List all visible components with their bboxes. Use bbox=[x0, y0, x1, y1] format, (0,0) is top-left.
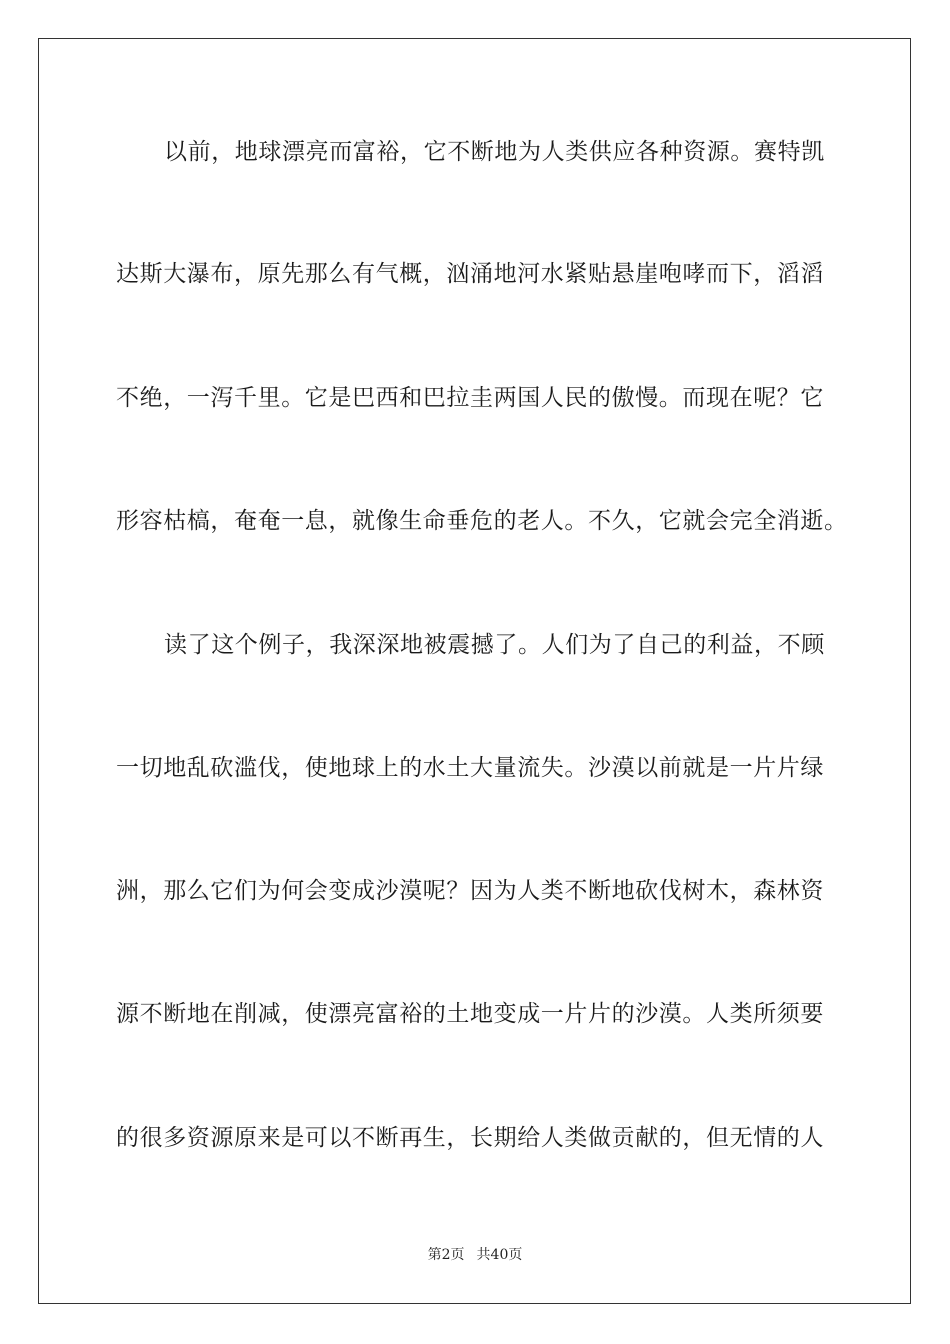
paragraph-2-line-4: 源不断地在削减，使漂亮富裕的土地变成一片片的沙漠。人类所须要 bbox=[116, 1001, 824, 1027]
paragraph-2-line-1: 读了这个例子，我深深地被震撼了。人们为了自己的利益，不顾 bbox=[164, 632, 825, 658]
paragraph-1-line-3: 不绝，一泻千里。它是巴西和巴拉圭两国人民的傲慢。而现在呢？它 bbox=[116, 385, 824, 411]
paragraph-1-line-1: 以前，地球漂亮而富裕，它不断地为人类供应各种资源。赛特凯 bbox=[164, 139, 825, 165]
page-footer bbox=[0, 1246, 950, 1264]
paragraph-2-line-5: 的很多资源原来是可以不断再生，长期给人类做贡献的，但无情的人 bbox=[116, 1125, 824, 1151]
page-frame bbox=[38, 38, 911, 1304]
paragraph-2-line-3: 洲，那么它们为何会变成沙漠呢？因为人类不断地砍伐树木，森林资 bbox=[116, 878, 824, 904]
paragraph-1-line-4: 形容枯槁，奄奄一息，就像生命垂危的老人。不久，它就会完全消逝。 bbox=[116, 508, 848, 534]
page-total: 共40页 bbox=[476, 1247, 523, 1263]
page-number: 第2页 bbox=[427, 1247, 465, 1263]
paragraph-1-line-2: 达斯大瀑布，原先那么有气概，汹涌地河水紧贴悬崖咆哮而下，滔滔 bbox=[116, 261, 824, 287]
paragraph-2-line-2: 一切地乱砍滥伐，使地球上的水土大量流失。沙漠以前就是一片片绿 bbox=[116, 755, 824, 781]
